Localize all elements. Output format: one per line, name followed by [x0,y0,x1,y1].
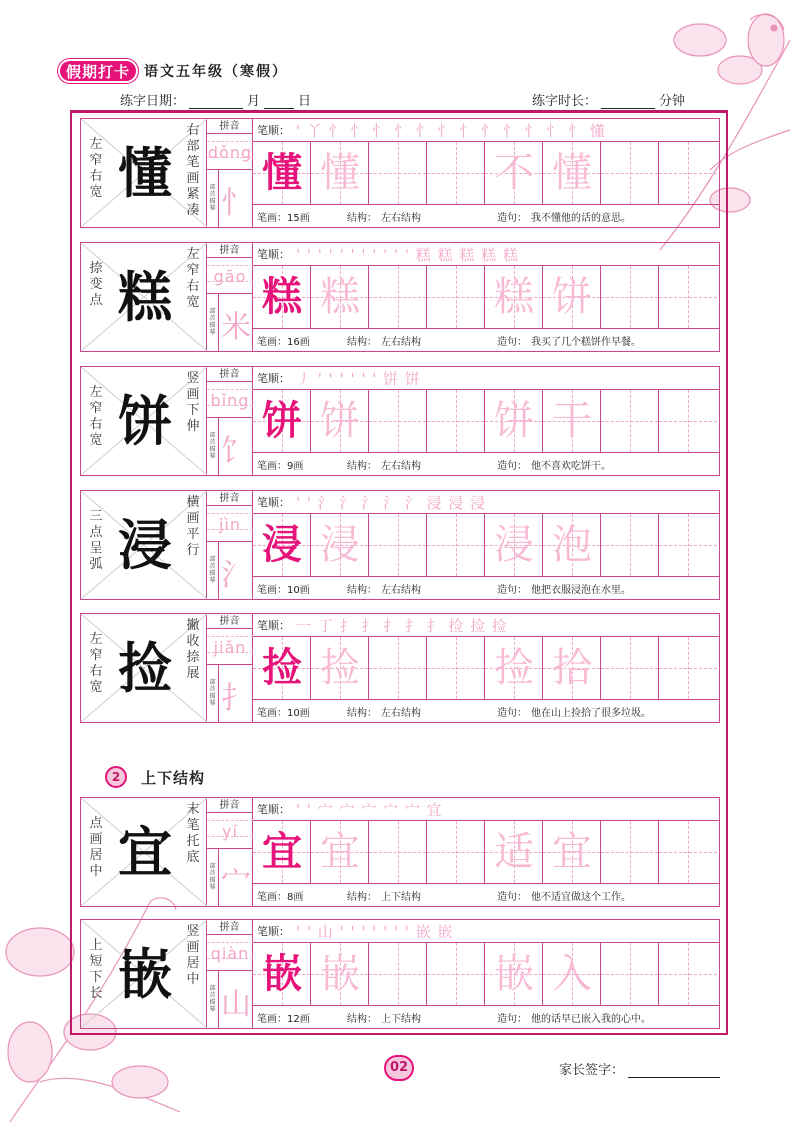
stroke-order-label: 笔顺： [257,496,290,509]
pinyin-label: 拼音 [207,119,252,134]
stroke-order-line [253,119,719,142]
parent-sign-label: 家长签字： [559,1063,625,1078]
radical-box[interactable] [207,664,253,722]
pinyin-column [207,614,253,722]
writing-tip-left: 捺变点 [89,261,103,308]
writing-cell[interactable] [253,390,311,452]
writing-cell[interactable] [601,514,659,576]
main-character: 捡 [118,636,172,700]
trace-char [601,514,659,576]
char-model-cell [81,243,207,351]
pinyin-column [207,243,253,351]
main-character: 饼 [118,389,172,453]
stroke-count: 笔画：16画 [257,336,310,348]
trace-char: 宜 [320,829,360,875]
trace-char: 饼 [494,398,534,444]
stroke-count: 笔画：15画 [257,212,310,224]
writing-tip-left: 左窄右宽 [89,137,103,200]
writing-tip-left: 点画居中 [89,816,103,879]
writing-cell[interactable] [659,266,717,328]
trace-char [369,266,427,328]
writing-cell[interactable] [427,266,485,328]
pinyin-label: 拼音 [207,243,252,258]
main-character: 糕 [118,265,172,329]
radical-label: 部首描摹 [207,971,219,1029]
char-model-cell [81,920,207,1028]
writing-cell[interactable] [427,390,485,452]
writing-cell[interactable] [427,142,485,204]
radical-box[interactable] [207,169,253,227]
radical-box[interactable] [207,970,253,1028]
writing-cell[interactable] [369,266,427,328]
writing-tip-right: 左窄右宽 [186,247,200,310]
trace-char: 捡 [494,645,534,691]
writing-cell[interactable] [543,514,601,576]
trace-char: 宜 [552,829,592,875]
pinyin-value: yí [222,822,238,841]
writing-cell[interactable] [311,514,369,576]
trace-char [601,943,659,1005]
stroke-count: 笔画：10画 [257,584,310,596]
structure-value: 左右结构 [381,584,421,596]
trace-char [369,514,427,576]
parent-signature [559,1059,724,1078]
model-char: 浸 [262,521,302,568]
writing-cell[interactable] [485,943,543,1005]
writing-tip-right: 横画平行 [186,495,200,558]
trace-char [427,142,485,204]
writing-grid [253,943,719,1005]
writing-grid [253,514,719,576]
writing-cell[interactable] [369,390,427,452]
writing-cell[interactable] [369,821,427,883]
trace-char: 嵌 [494,951,534,997]
sentence-label: 造句： [497,336,527,348]
writing-cell[interactable] [659,514,717,576]
pinyin-label: 拼音 [207,920,252,935]
trace-char [427,943,485,1005]
trace-char [659,390,717,452]
writing-cell[interactable] [543,943,601,1005]
stroke-order: 丿 ' ' ' ' ' ' 饼 饼 [296,369,421,388]
stroke-order: ' ' 宀 宀 宀 宀 宀 宜 [296,800,443,819]
day-blank[interactable] [264,95,294,109]
main-character: 嵌 [118,942,172,1006]
trace-char [369,390,427,452]
writing-cell[interactable] [311,637,369,699]
model-char: 懂 [262,149,302,196]
example-sentence: 他不适宜做这个工作。 [531,891,631,903]
trace-char [427,514,485,576]
practice-main [253,491,719,599]
example-sentence: 他在山上捡拾了很多垃圾。 [531,707,651,719]
minute-label: 分钟 [659,94,686,109]
main-character: 懂 [118,141,172,205]
sentence-label: 造句： [497,1013,527,1025]
example-sentence: 他的话早已嵌入我的心中。 [531,1013,651,1025]
structure-value: 左右结构 [381,336,421,348]
writing-tip-right: 撇收捺展 [186,618,200,681]
writing-cell[interactable] [601,821,659,883]
writing-cell[interactable] [253,943,311,1005]
section-heading [105,766,205,788]
practice-date [120,90,311,109]
writing-cell[interactable] [601,943,659,1005]
structure-value: 上下结构 [381,891,421,903]
writing-cell[interactable] [311,142,369,204]
radical-label: 部首描摹 [207,542,219,600]
writing-grid [253,637,719,699]
stroke-order-line [253,920,719,943]
stroke-order: ' ' 氵 氵 氵 氵 氵 浸 浸 浸 [296,493,487,512]
writing-cell[interactable] [601,266,659,328]
main-character: 宜 [118,820,172,884]
trace-char: 懂 [320,150,360,196]
trace-char [601,390,659,452]
trace-char: 饼 [320,398,360,444]
pinyin-column [207,491,253,599]
model-char: 糕 [262,273,302,320]
day-label: 日 [298,94,312,109]
writing-cell[interactable] [369,142,427,204]
char-info-line [253,1005,719,1028]
writing-cell[interactable] [543,390,601,452]
writing-grid [253,142,719,204]
writing-cell[interactable] [427,514,485,576]
writing-cell[interactable] [253,637,311,699]
trace-char: 拾 [552,645,592,691]
trace-char [601,266,659,328]
stroke-count: 笔画：10画 [257,707,310,719]
writing-cell[interactable] [369,943,427,1005]
stroke-order: ' ' ' ' ' ' ' ' ' ' ' 糕 糕 糕 糕 糕 [296,245,519,264]
radical-box[interactable] [207,293,253,351]
writing-cell[interactable] [543,821,601,883]
writing-tip-left: 上短下长 [89,938,103,1001]
trace-char: 浸 [320,522,360,568]
model-char: 饼 [262,397,302,444]
trace-char [427,637,485,699]
sentence-label: 造句： [497,212,527,224]
practice-main [253,920,719,1028]
model-char: 嵌 [262,950,302,997]
writing-cell[interactable] [659,637,717,699]
radical-box[interactable] [207,848,253,906]
trace-char [427,390,485,452]
practice-row [80,118,720,228]
writing-grid [253,390,719,452]
structure-label: 结构： [347,1013,377,1025]
trace-char [427,821,485,883]
radical-label: 部首描摹 [207,665,219,723]
writing-cell[interactable] [659,142,717,204]
practice-row [80,366,720,476]
sentence-label: 造句： [497,584,527,596]
writing-cell[interactable] [601,637,659,699]
model-char: 宜 [262,828,302,875]
pinyin-value: jiǎn [213,638,247,657]
structure-label: 结构： [347,460,377,472]
trace-char [659,266,717,328]
writing-grid [253,821,719,883]
pinyin-column [207,119,253,227]
trace-char: 入 [552,951,592,997]
trace-char [659,821,717,883]
char-info-line [253,452,719,475]
writing-cell[interactable] [311,943,369,1005]
writing-cell[interactable] [659,390,717,452]
trace-char: 干 [552,398,592,444]
writing-cell[interactable] [659,821,717,883]
stroke-order-line [253,243,719,266]
trace-char [659,637,717,699]
trace-char: 不 [494,150,534,196]
writing-cell[interactable] [253,821,311,883]
char-model-cell [81,119,207,227]
pinyin-column [207,367,253,475]
month-label: 月 [247,94,261,109]
practice-duration [532,90,685,109]
pinyin-label: 拼音 [207,491,252,506]
stroke-order: 一 丁 扌 扌 扌 扌 扌 捡 捡 捡 [296,616,508,635]
practice-row [80,242,720,352]
writing-tip-right: 右部笔画紧凑 [186,123,200,218]
trace-char: 懂 [552,150,592,196]
pinyin-value: qiàn [210,944,250,963]
practice-date-label: 练字日期： [120,94,186,109]
structure-label: 结构： [347,212,377,224]
writing-grid [253,266,719,328]
stroke-order-label: 笔顺： [257,803,290,816]
radical-label: 部首描摹 [207,849,219,907]
char-model-cell [81,614,207,722]
trace-char [601,142,659,204]
pinyin-value: dǒng [207,143,253,162]
radical-char: 山 [221,987,251,1022]
radical-label: 部首描摹 [207,418,219,476]
trace-char [369,142,427,204]
page-number: 02 [384,1055,414,1081]
sentence-label: 造句： [497,707,527,719]
stroke-order-line [253,614,719,637]
trace-char: 嵌 [320,951,360,997]
char-info-line [253,328,719,351]
practice-main [253,798,719,906]
pinyin-label: 拼音 [207,367,252,382]
stroke-order: ' 丫 忄 忄 忄 忄 忄 忄 忄 忄 忄 忄 忄 忄 懂 [296,121,606,140]
writing-cell[interactable] [485,142,543,204]
writing-cell[interactable] [311,266,369,328]
trace-char [369,943,427,1005]
radical-label: 部首描摹 [207,170,219,228]
char-info-line [253,576,719,599]
char-model-cell [81,367,207,475]
writing-cell[interactable] [427,821,485,883]
practice-row [80,490,720,600]
radical-char: 忄 [221,186,251,221]
writing-cell[interactable] [369,514,427,576]
example-sentence: 我买了几个糕饼作早餐。 [531,336,641,348]
stroke-count: 笔画：9画 [257,460,304,472]
trace-char: 饼 [552,274,592,320]
trace-char: 捡 [320,645,360,691]
writing-cell[interactable] [485,637,543,699]
trace-char [659,142,717,204]
practice-row [80,919,720,1029]
writing-tip-left: 左窄右宽 [89,385,103,448]
trace-char: 泡 [552,522,592,568]
writing-cell[interactable] [427,637,485,699]
char-model-cell [81,491,207,599]
radical-char: 饣 [221,434,251,469]
structure-label: 结构： [347,584,377,596]
pinyin-value: jìn [218,515,242,534]
char-info-line [253,883,719,906]
trace-char [659,943,717,1005]
writing-cell[interactable] [253,266,311,328]
sentence-label: 造句： [497,891,527,903]
writing-cell[interactable] [543,266,601,328]
structure-label: 结构： [347,707,377,719]
writing-cell[interactable] [659,943,717,1005]
sentence-label: 造句： [497,460,527,472]
writing-cell[interactable] [253,514,311,576]
stroke-order-label: 笔顺： [257,925,290,938]
writing-cell[interactable] [369,637,427,699]
stroke-order-line [253,367,719,390]
writing-cell[interactable] [543,637,601,699]
structure-value: 左右结构 [381,707,421,719]
writing-cell[interactable] [601,142,659,204]
trace-char [427,266,485,328]
writing-tip-right: 末笔托底 [186,802,200,865]
writing-cell[interactable] [485,821,543,883]
trace-char [601,821,659,883]
stroke-order-label: 笔顺： [257,372,290,385]
practice-row [80,613,720,723]
radical-char: 氵 [221,558,251,593]
writing-tip-left: 三点呈弧 [89,509,103,572]
writing-cell[interactable] [601,390,659,452]
main-character: 浸 [118,513,172,577]
trace-char: 浸 [494,522,534,568]
writing-tip-right: 竖画下伸 [186,371,200,434]
example-sentence: 他把衣服浸泡在水里。 [531,584,631,596]
char-info-line [253,204,719,227]
writing-cell[interactable] [427,943,485,1005]
pinyin-label: 拼音 [207,798,252,813]
radical-char: 宀 [221,865,251,900]
stroke-order-line [253,491,719,514]
radical-label: 部首描摹 [207,294,219,352]
model-char: 捡 [262,644,302,691]
writing-cell[interactable] [485,266,543,328]
pinyin-column [207,798,253,906]
structure-value: 左右结构 [381,212,421,224]
practice-main [253,614,719,722]
practice-main [253,119,719,227]
pinyin-value: bǐng [210,391,250,410]
duration-blank[interactable] [601,95,655,109]
writing-cell[interactable] [253,142,311,204]
pinyin-column [207,920,253,1028]
structure-value: 上下结构 [381,1013,421,1025]
stroke-count: 笔画：8画 [257,891,304,903]
stroke-count: 笔画：12画 [257,1013,310,1025]
stroke-order-label: 笔顺： [257,619,290,632]
writing-tip-left: 左窄右宽 [89,632,103,695]
pinyin-label: 拼音 [207,614,252,629]
practice-main [253,367,719,475]
trace-char: 适 [494,829,534,875]
stroke-order-label: 笔顺： [257,124,290,137]
practice-row [80,797,720,907]
char-info-line [253,699,719,722]
structure-value: 左右结构 [381,460,421,472]
writing-cell[interactable] [311,390,369,452]
writing-cell[interactable] [311,821,369,883]
practice-main [253,243,719,351]
stroke-order: ' ' 山 ' ' ' ' ' ' ' 嵌 嵌 [296,922,454,941]
trace-char [369,821,427,883]
parent-sign-blank[interactable] [628,1064,720,1078]
char-model-cell [81,798,207,906]
radical-char: 米 [221,310,251,345]
writing-cell[interactable] [543,142,601,204]
trace-char: 糕 [494,274,534,320]
writing-cell[interactable] [485,390,543,452]
writing-tip-right: 竖画居中 [186,924,200,987]
header [60,61,288,81]
pinyin-value: gāo [213,267,247,286]
example-sentence: 他不喜欢吃饼干。 [531,460,611,472]
holiday-checkin-badge: 假期打卡 [60,61,136,81]
section-title: 上下结构 [141,768,206,787]
section-number: 2 [105,766,127,788]
header-subtitle: 语文五年级（寒假） [144,64,289,80]
trace-char [369,637,427,699]
structure-label: 结构： [347,336,377,348]
month-blank[interactable] [189,95,243,109]
example-sentence: 我不懂他的话的意思。 [531,212,631,224]
stroke-order-label: 笔顺： [257,248,290,261]
trace-char [659,514,717,576]
writing-cell[interactable] [485,514,543,576]
stroke-order-line [253,798,719,821]
practice-duration-label: 练字时长： [532,94,598,109]
trace-char [601,637,659,699]
radical-char: 扌 [221,681,251,716]
radical-box[interactable] [207,417,253,475]
trace-char: 糕 [320,274,360,320]
radical-box[interactable] [207,541,253,599]
structure-label: 结构： [347,891,377,903]
